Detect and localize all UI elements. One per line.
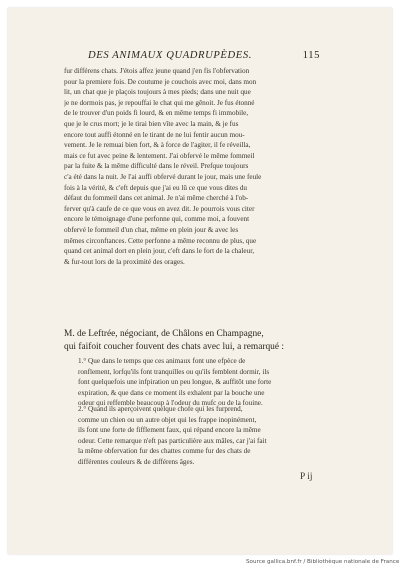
text-line: odeur qui reffemble beaucoup à l'odeur du mufc ou de la fouine. (78, 399, 263, 408)
text-line: 2.° Quand ils aperçoivent quelque chofe qui les furprend, (78, 405, 243, 413)
text-line: c'a été dans la nuit. Je l'ai auffi obfervé durant le jour, mais une feule (64, 172, 262, 181)
text-line: par la fuite & la même difficulté dans le réveil. Prefque toujours (64, 162, 249, 171)
text-line: je ne dormois pas, je repouffai le chat qui me gênoit. Je fus étonné (64, 98, 255, 107)
text-line: ferver qu'à caufe de ce que vous en avez dit. Je pourrois vous citer (64, 204, 255, 213)
text-line: qui faifoit coucher fouvent des chats avec lui, a remarqué : (64, 342, 284, 352)
paragraph-lestree-intro (64, 328, 320, 354)
text-line: font quelquefois une infpiration un peu longue, & auffitôt une forte (78, 378, 272, 387)
text-line: mêmes circonftances. Cette perfonne a même reconnu de plus, que (64, 236, 257, 245)
paragraph-remark-two (64, 404, 320, 468)
text-line: différentes couleurs & de différens âges. (78, 457, 195, 466)
text-line: encore le témoignage d'une perfonne qui, comme moi, a fouvent (64, 215, 250, 224)
text-line: la même obfervation fur des chattes comme fur des chats de (78, 447, 251, 456)
text-line: M. de Leftrée, négociant, de Châlons en Champagne, (64, 329, 264, 339)
text-line: fois à la vérité, & c'eft depuis que j'ai eu lû ce que vous dites du (64, 183, 248, 192)
paragraph-sleep-observation (64, 66, 320, 267)
signature-mark: P ij (300, 472, 313, 482)
running-title: DES ANIMAUX QUADRUPÈDES. (88, 50, 252, 61)
text-line: 1.° Que dans le temps que ces animaux font une efpèce de (78, 357, 246, 365)
text-line: encore tout auffi étonné en le tirant de ne lui fentir aucun mou- (64, 130, 245, 139)
source-credit: Source gallica.bnf.fr / Bibliothèque nationale de France (246, 559, 400, 565)
running-header (88, 50, 320, 64)
text-line: odeur. Cette remarque n'eft pas particulière aux mâles, car j'ai fait (78, 436, 267, 445)
text-line: & fur-tout lors de la proximité des orages. (64, 257, 185, 266)
text-line: que je le crus mort; je le tirai bien vîte avec la main, & je fus (64, 119, 239, 128)
text-line: ronflement, lorfqu'ils font tranquilles ou qu'ils femblent dormir, ils (78, 367, 270, 376)
text-line: obfervé le fommeil d'un chat, même en plein jour & avec les (64, 225, 239, 234)
text-line: lit, un chat que je plaçois toujours à mes pieds; dans une nuit que (64, 88, 251, 97)
text-line: fur différens chats. J'étois affez jeune quand j'en fis l'obfervation (64, 67, 250, 75)
page-number: 115 (302, 50, 320, 61)
text-line: quand cet animal dort en plein jour, c'eft dans le fort de la chaleur, (64, 247, 255, 256)
text-line: ils font une forte de fifflement faux, qui répand encore la même (78, 426, 261, 435)
text-line: défaut du fommeil dans cet animal. Je n'ai même cherché à l'ob- (64, 194, 249, 203)
text-line: de le trouver d'un poids fi lourd, & en même temps fi immobile, (64, 109, 249, 118)
paragraph-remark-one (64, 356, 320, 409)
text-line: vement. Je le remuai bien fort, & à force de l'agiter, il fe réveilla, (64, 141, 251, 150)
text-line: mais ce fut avec peine & lentement. J'ai obfervé le même fommeil (64, 151, 255, 160)
text-line: comme un chien ou un autre objet qui les frappe inopinément, (78, 415, 257, 424)
text-line: expiration, & que dans ce moment ils exhalent par la bouche une (78, 388, 265, 397)
text-line: pour la premiere fois. De coutume je couchois avec moi, dans mon (64, 77, 257, 86)
